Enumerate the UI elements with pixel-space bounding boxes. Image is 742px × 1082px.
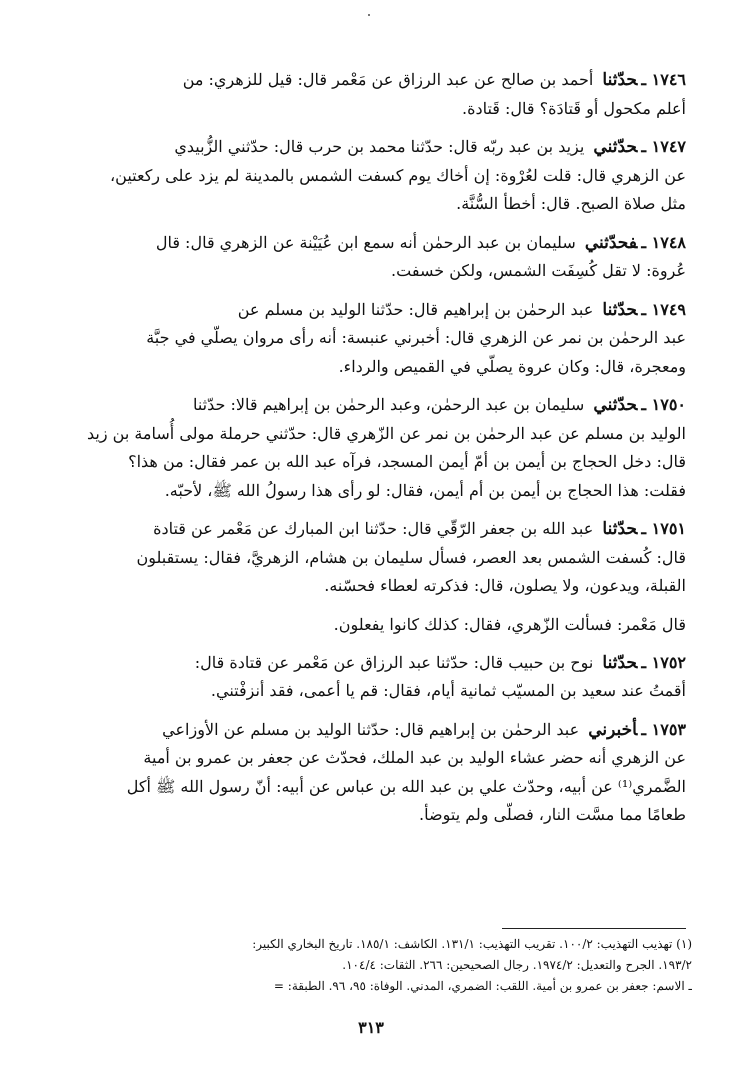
footnote-line: ١٩٣/٢. الجرح والتعديل: ١٩٧٤/٢. رجال الصحيحين: ٢٦٦. الثقات: ١٠٤/٤. <box>342 958 692 972</box>
footnote-line: ـ الاسم: جعفر بن عمرو بن أمية. اللقب: الضمري، المدني. الوفاة: ٩٥، ٩٦. الطبقة: = <box>273 979 692 993</box>
page-number: ٣١٣ <box>358 1018 384 1037</box>
hadith-line <box>74 229 686 258</box>
hadith-text: عبد الرحمٰن بن إبراهيم قال: حدّثنا الوليد بن مسلم عن <box>237 299 594 319</box>
narration-keyword: حدّثني <box>593 137 638 157</box>
hadith-1747 <box>74 133 686 219</box>
mamar-note: قال مَعْمر: فسألت الزّهري، فقال: كذلك كانوا يفعلون. <box>333 614 686 634</box>
narration-keyword: حدّثني <box>593 395 638 415</box>
footnote-divider <box>502 928 686 929</box>
footnote-line: (١) تهذيب التهذيب: ١٠٠/٢. تقريب التهذيب: ١٣١/١. الكاشف: ١٨٥/١. تاريخ البخاري الكبير: <box>252 937 692 951</box>
hadith-text: نوح بن حبيب قال: حدّثنا عبد الرزاق عن مَعْمر عن قتادة قال: <box>194 652 594 672</box>
hadith-line: الوليد بن مسلم عن عبد الرحمٰن بن نمر عن الزّهري قال: حدّثني حرملة مولى أُسامة بن زيد <box>86 423 686 443</box>
hadith-line: عن الزهري قال: قلت لعُرْوة: إن أخاك يوم كسفت الشمس بالمدينة لم يزد على ركعتين، <box>109 165 686 185</box>
narration-keyword: حدّثنا <box>602 519 638 539</box>
hadith-1752 <box>74 649 686 706</box>
hadith-number: ١٧٤٧ ـ <box>641 137 686 156</box>
hadith-number: ١٧٤٨ ـ <box>641 232 686 252</box>
hadith-line: قال: كُسفت الشمس بعد العصر، فسأل سليمان بن هشام، الزهريَّ، فقال: يستقبلون <box>136 547 686 567</box>
hadith-1750 <box>74 391 686 505</box>
hadith-1753 <box>74 716 686 830</box>
hadith-line: أعلم مكحول أو قَتادَة؟ قال: قَتادة. <box>462 98 686 118</box>
hadith-line: ومعجرة، قال: وكان عروة يصلّي في القميص والرداء. <box>338 356 686 376</box>
hadith-text: عبد الرحمٰن بن إبراهيم قال: حدّثنا الوليد بن مسلم عن الأوزاعي <box>162 719 580 739</box>
hadith-number: ١٧٤٩ ـ <box>641 299 686 319</box>
hadith-line <box>74 391 686 420</box>
hadith-number: ١٧٥٠ ـ <box>641 395 686 414</box>
scan-speck <box>368 14 370 16</box>
hadith-text: يزيد بن عبد ربّه قال: حدّثنا محمد بن حرب قال: حدّثني الزُّبيدي <box>174 137 585 156</box>
hadith-line: قال: دخل الحجاج بن أيمن بن أمّ أيمن المسجد، فرآه عبد الله بن عمر فقال: من هذا؟ <box>128 452 686 471</box>
hadith-line: أقمتُ عند سعيد بن المسيّب ثمانية أيام، فقال: قم يا أعمى، فقد أنزفْتني. <box>210 681 686 700</box>
hadith-text: سليمان بن عبد الرحمٰن أنه سمع ابن عُيَيْنة عن الزهري قال: قال <box>155 232 576 252</box>
footnotes <box>64 934 692 997</box>
narration-keyword: حدّثنا <box>602 299 638 320</box>
hadith-line: فقلت: هذا الحجاج بن أيمن بن أم أيمن، فقال: لو رأى هذا رسولُ الله ﷺ، لأحبّه. <box>164 480 686 500</box>
hadith-line: مثل صلاة الصبح. قال: أخطأ السُّنَّة. <box>456 194 686 213</box>
hadith-number: ١٧٥١ ـ <box>641 519 686 538</box>
hadith-line: عبد الرحمٰن بن نمر عن الزهري قال: أخبرني عنبسة: أنه رأى مروان يصلّي في جبَّة <box>146 328 686 347</box>
hadith-line: القبلة، ويدعون، ولا يصلون، قال: فذكرته لعطاء فحسّنه. <box>324 576 686 595</box>
hadith-1751 <box>74 515 686 601</box>
narration-keyword: أخبرني <box>588 719 638 740</box>
hadith-line <box>74 296 686 325</box>
hadith-text: سليمان بن عبد الرحمٰن، وعبد الرحمٰن بن إبراهيم قالا: حدّثنا <box>192 395 585 414</box>
hadith-number: ١٧٥٣ ـ <box>641 719 686 739</box>
narration-keyword: حدّثنا <box>602 70 638 90</box>
hadith-line <box>74 515 686 544</box>
hadith-1746 <box>74 66 686 123</box>
hadith-number: ١٧٥٢ ـ <box>641 652 686 672</box>
hadith-number: ١٧٤٦ ـ <box>641 70 686 89</box>
hadith-line <box>74 649 686 678</box>
hadith-1749 <box>74 296 686 382</box>
narration-keyword: فحدّثني <box>584 232 638 253</box>
hadith-line <box>74 66 686 95</box>
hadith-text: أحمد بن صالح عن عبد الرزاق عن مَعْمر قال: قيل للزهري: من <box>182 70 594 89</box>
hadith-line: طعامًا مما مسَّت النار، فصلّى ولم يتوضأ. <box>419 805 686 824</box>
hadith-text: عبد الله بن جعفر الرّقّي قال: حدّثنا ابن المبارك عن مَعْمر عن قتادة <box>153 519 594 538</box>
hadith-1748 <box>74 229 686 286</box>
hadith-line <box>74 716 686 745</box>
hadith-line <box>74 133 686 162</box>
hadith-line: الضَّمري⁽¹⁾ عن أبيه، وحدّث علي بن عبد الله بن عباس عن أبيه: أنّ رسول الله ﷺ أكل <box>126 776 686 796</box>
hadith-line: عُروة: لا تقل كُسِفَت الشمس، ولكن خسفت. <box>391 261 686 280</box>
hadith-line: عن الزهري أنه حضر عشاء الوليد بن عبد الملك، فحدّث عن جعفر بن عمرو بن أمية <box>143 748 686 767</box>
narration-keyword: حدّثنا <box>602 652 638 673</box>
